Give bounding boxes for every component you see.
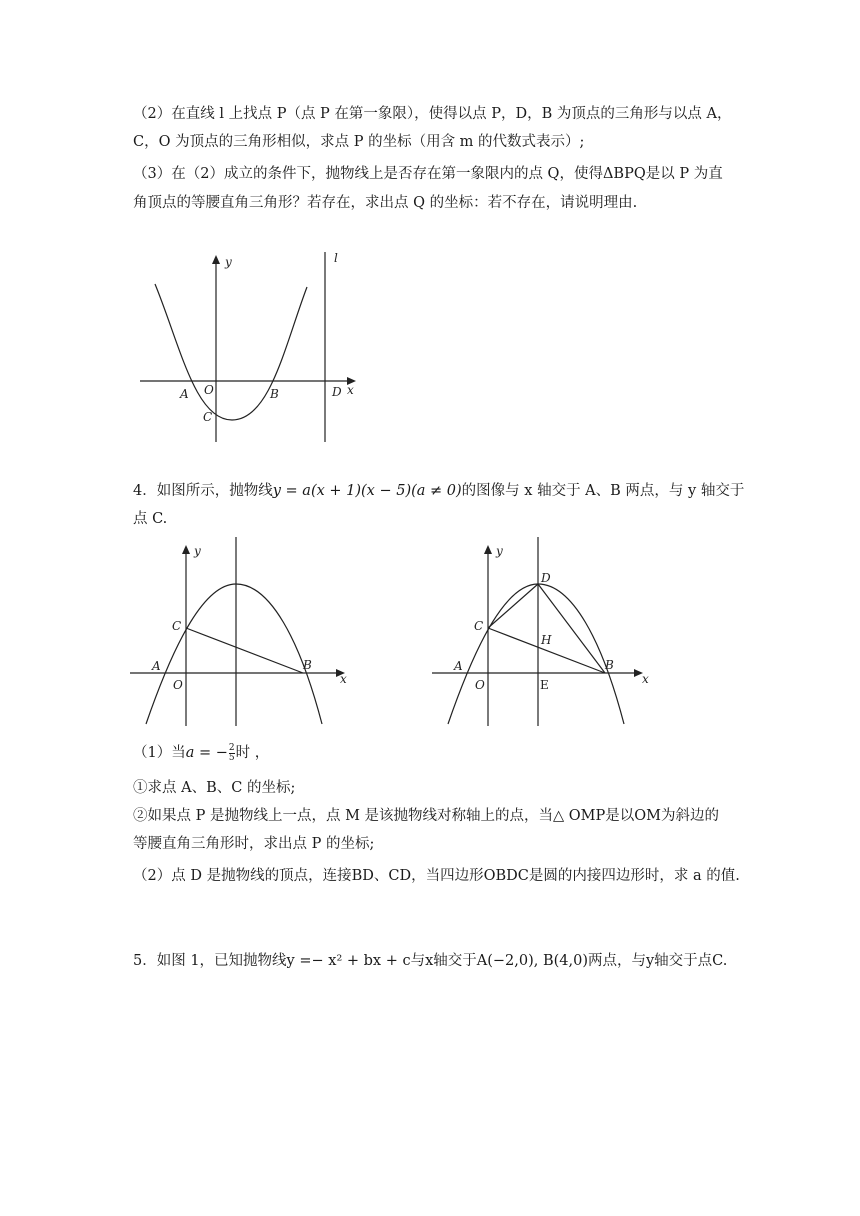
q4-sub2: （2）点 D 是抛物线的顶点，连接BD、CD，当四边形OBDC是圆的内接四边形时，求 a 的值. [133, 868, 740, 884]
q4-sub1-num: 2 [228, 742, 235, 753]
q4f1-label-x: x [340, 672, 347, 686]
q3-label-D: D [332, 385, 342, 399]
q4f2-y-arrow [484, 545, 492, 554]
q4f2-label-H: H [541, 633, 552, 647]
q3-part3-line1: （3）在（2）成立的条件下，抛物线上是否存在第一象限内的点 Q，使得ΔBPQ是以 P 为直 [133, 166, 723, 182]
q4f1-label-O: O [173, 678, 183, 692]
q4f2-label-E: E [540, 678, 549, 692]
q3-part2-line1: （2）在直线 l 上找点 P（点 P 在第一象限），使得以点 P，D，B 为顶点的三角形与以点 A， [133, 106, 732, 122]
q3-label-B: B [270, 387, 279, 401]
q5-line1: 5．如图 1，已知抛物线y =− x² + bx + c与x轴交于A(−2,0), B(4,0)两点，与y轴交于点C. [133, 953, 728, 969]
q3-label-A: A [180, 387, 189, 401]
q4-intro-line2: 点 C. [133, 511, 168, 527]
q3-part3-line2: 角顶点的等腰直角三角形？若存在，求出点 Q 的坐标：若不存在，请说明理由. [133, 195, 638, 211]
q4-sub1-var: a = − [185, 745, 228, 761]
q4-sub1-item1: ①求点 A、B、C 的坐标; [133, 780, 296, 796]
q4-intro-formula: y = a(x + 1)(x − 5)(a ≠ 0) [272, 483, 462, 499]
q4-intro-a: 4．如图所示，抛物线 [133, 483, 273, 499]
q3-label-x: x [347, 383, 354, 397]
q4f2-label-O: O [475, 678, 485, 692]
q4f2-label-y: y [496, 544, 503, 558]
q4-sub1-suffix: 时 ， [235, 745, 270, 761]
q4f2-label-D: D [541, 571, 551, 585]
q4f1-label-A: A [152, 659, 161, 673]
q4-sub1-item2-line2: 等腰直角三角形时，求出点 P 的坐标; [133, 836, 375, 852]
q3-label-C: C [203, 410, 213, 424]
q4f2-segment-CD [488, 584, 538, 628]
q4-sub1-item2-line1: ②如果点 P 是抛物线上一点，点 M 是该抛物线对称轴上的点，当△ OMP是以OM为斜边的 [133, 808, 720, 824]
q4f2-label-C: C [474, 619, 484, 633]
q4f2-label-B: B [605, 658, 614, 672]
q4-sub1-fraction [229, 744, 235, 763]
q4f1-label-B: B [303, 658, 312, 672]
q4-sub1-prefix: （1）当 [133, 745, 186, 761]
q4f1-label-C: C [172, 619, 182, 633]
q4f2-label-A: A [454, 659, 463, 673]
q4f2-label-x: x [642, 672, 649, 686]
q4-intro-b: 的图像与 x 轴交于 A、B 两点，与 y 轴交于 [461, 483, 745, 499]
q4-sub1-den: 5 [228, 752, 235, 763]
q4f2-parabola [448, 584, 624, 724]
q3-label-l: l [334, 251, 338, 265]
q3-label-O: O [204, 383, 214, 397]
q4f1-label-y: y [194, 544, 201, 558]
q3-part2-line2: C，O 为顶点的三角形相似，求点 P 的坐标（用含 m 的代数式表示）; [133, 134, 585, 150]
q4-sub1 [133, 743, 733, 763]
q3-label-y: y [225, 255, 232, 269]
